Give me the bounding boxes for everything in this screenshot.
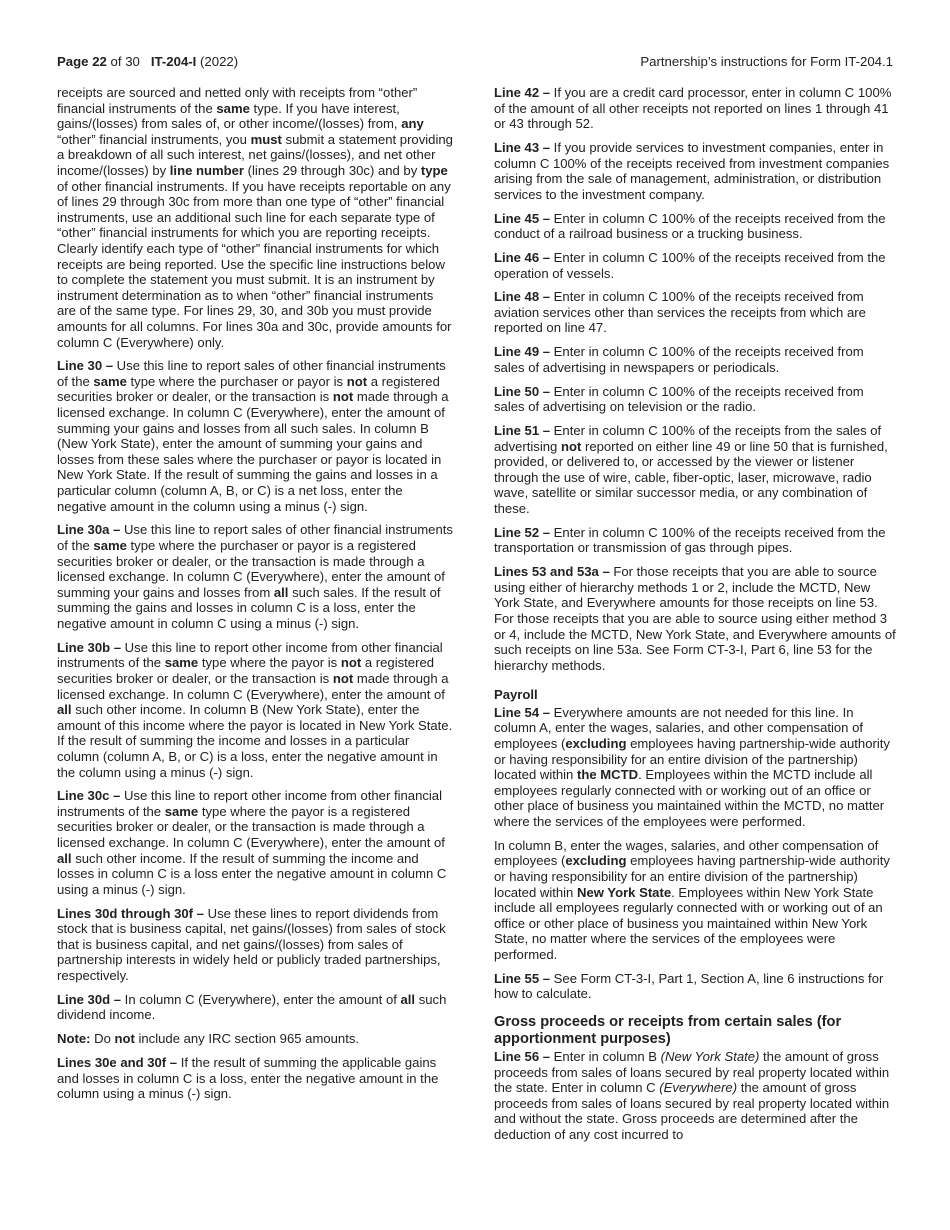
form-title: Partnership’s instructions for Form IT-204.1	[640, 54, 893, 69]
line-48-paragraph: Line 48 – Enter in column C 100% of the receipts received from aviation services other than services the receipts from which are reported on line 47.	[494, 289, 866, 336]
left-column	[57, 85, 455, 1110]
lines-53-53a-paragraph: Lines 53 and 53a – For those receipts that you are able to source using either of hierarchy methods 1 or 2, include the MCTD, New York State, and Everywhere amounts for those receipts on line 53. For those receipts that you are able to source using either method 3 or 4, include the MCTD, New York State, and Everywhere amounts of such receipts on line 53a. See Form CT-3-I, Part 6, line 53 for the hierarchy methods.	[494, 564, 896, 673]
line-30a-paragraph: Line 30a – Use this line to report sales of other financial instruments of the same type where the purchaser or payor is a registered securities broker or dealer, or the transaction is made through a licensed exchange. In column C (Everywhere), enter the amount of summing your gains and losses from all such sales. If the result of summing the gains and losses in column C is a loss, enter the negative amount in column C using a minus (-) sign.	[57, 522, 453, 631]
line-30d-paragraph: Line 30d – In column C (Everywhere), enter the amount of all such dividend income.	[57, 991, 447, 1023]
line-49-paragraph: Line 49 – Enter in column C 100% of the receipts received from sales of advertising in newspapers or periodicals.	[494, 344, 864, 375]
line-43-paragraph: Line 43 – If you provide services to investment companies, enter in column C 100% of the receipts received from investment companies arising from the sale of management, administration, or distribution services to the investment company.	[494, 139, 890, 202]
line-55-paragraph: Line 55 – See Form CT-3-I, Part 1, Section A, line 6 instructions for how to calculate.	[494, 970, 884, 1002]
line-46-paragraph: Line 46 – Enter in column C 100% of the receipts received from the operation of vessels.	[494, 249, 886, 281]
right-column	[494, 85, 896, 1151]
line-30b-paragraph: Line 30b – Use this line to report other income from other financial instruments of the same type where the payor is not a registered securities broker or dealer, or the transaction is not made through a licensed exchange. In column C (Everywhere), enter the amount of all such other income. In column B (New York State), enter the amount of this income where the payor is located in New York State. If the result of summing the income and losses in a particular column (column A, B, or C) is a loss, enter the negative amount in the column using a minus (-) sign.	[57, 639, 453, 780]
gross-proceeds-heading: Gross proceeds or receipts from certain sales (for apportionment purposes)	[494, 1013, 842, 1047]
payroll-heading: Payroll	[494, 687, 538, 703]
line-50-paragraph: Line 50 – Enter in column C 100% of the receipts received from sales of advertising on television or the radio.	[494, 383, 864, 415]
line-42-paragraph: Line 42 – If you are a credit card processor, enter in column C 100% of the amount of all other receipts not reported on lines 1 through 41 or 43 through 52.	[494, 85, 892, 132]
lines-30d-30f-paragraph: Lines 30d through 30f – Use these lines to report dividends from stock that is business capital, net gains/(losses) from sales of stock that is business capital, and net gains/(losses) from sales of partnership interests in widely held or publicly traded partnerships, respectively.	[57, 905, 446, 983]
line-52-paragraph: Line 52 – Enter in column C 100% of the receipts received from the transportation or transmission of gas through pipes.	[494, 524, 886, 556]
line-54-paragraph: Line 54 – Everywhere amounts are not needed for this line. In column A, enter the wages, salaries, and other compensation of employees (excluding employees having partnership-wide authority or having responsibility for an entire division of the partnership) located within the MCTD. Employees within the MCTD include all employees regularly connected with or working out of an office or other place of business you maintained within the MCTD, no matter where the services of the employees were performed.	[494, 704, 890, 830]
page-header	[57, 53, 893, 71]
line-30c-paragraph: Line 30c – Use this line to report other income from other financial instruments of the same type where the payor is a registered securities broker or dealer, or the transaction is made through a licensed exchange. In column C (Everywhere), enter the amount of all such other income. If the result of summing the income and losses in column C is a loss enter the negative amount in column C using a minus (-) sign.	[57, 788, 447, 897]
line-51-paragraph: Line 51 – Enter in column C 100% of the receipts from the sales of advertising not reported on either line 49 or line 50 that is furnished, provided, or delivered to, or accessed by the viewer or listener through the use of wire, cable, fiber-optic, laser, microwave, radio wave, satellite or similar successor media, or any combination of these.	[494, 423, 888, 516]
column-b-paragraph: In column B, enter the wages, salaries, and other compensation of employees (excluding employees having partnership-wide authority or having responsibility for an entire division of the partnership) located within New York State. Employees within New York State include all employees regularly connected with or working out of an office or other place of business you maintained within New York State, no matter where the services of the employees were performed.	[494, 837, 890, 962]
line-56-paragraph: Line 56 – Enter in column B (New York State) the amount of gross proceeds from sales of loans secured by real property located within the state. Enter in column C (Everywhere) the amount of gross proceeds from sales of loans secured by real property located within and without the state. Gross proceeds are determined after the deduction of any cost incurred to	[494, 1048, 890, 1142]
line-30-paragraph: Line 30 – Use this line to report sales of other financial instruments of the same type where the purchaser or payor is not a registered securities broker or dealer, or the transaction is not made through a licensed exchange. In column C (Everywhere), enter the amount of summing your gains and losses from all such sales. In column B (New York State), enter the amount of summing your gains and losses from these sales where the purchaser or payor is located in New York State. If the result of summing the gains and losses in a particular column (column A, B, or C) is a net loss, enter the negative amount in the column using a minus (-) sign.	[57, 358, 449, 514]
paragraph-other-instruments: receipts are sourced and netted only with receipts from “other” financial instruments of the same type. If you have interest, gains/(losses) from sales of, or other income/(losses) from, any “other” financial instruments, you must submit a statement providing a breakdown of all such interest, net gains/(losses), and net other income/(losses) by line number (lines 29 through 30c) and by type of other financial instruments. If you have receipts reportable on any of lines 29 through 30c from more than one type of “other” financial instruments, use an additional such line for each separate type of “other” financial instruments for which you are reporting receipts. Clearly identify each type of “other” financial instruments for which receipts are being reported. Use the specific line instructions below to complete the statement you must submit. It is an instrument by instrument determination as to when “other” financial instruments are of the same type. For lines 29, 30, and 30b you must provide amounts for all columns. For lines 30a and 30c, provide amounts for column C (Everywhere) only.	[57, 85, 453, 350]
page-number-label: Page 22 of 30 IT-204-I (2022)	[57, 54, 239, 69]
lines-30e-30f-paragraph: Lines 30e and 30f – If the result of summing the applicable gains and losses in column C is a loss, enter the negative amount in the column using a minus (-) sign.	[57, 1054, 439, 1102]
note-paragraph: Note: Do not include any IRC section 965 amounts.	[57, 1031, 360, 1047]
line-45-paragraph: Line 45 – Enter in column C 100% of the receipts received from the conduct of a railroad business or a trucking business.	[494, 210, 886, 242]
